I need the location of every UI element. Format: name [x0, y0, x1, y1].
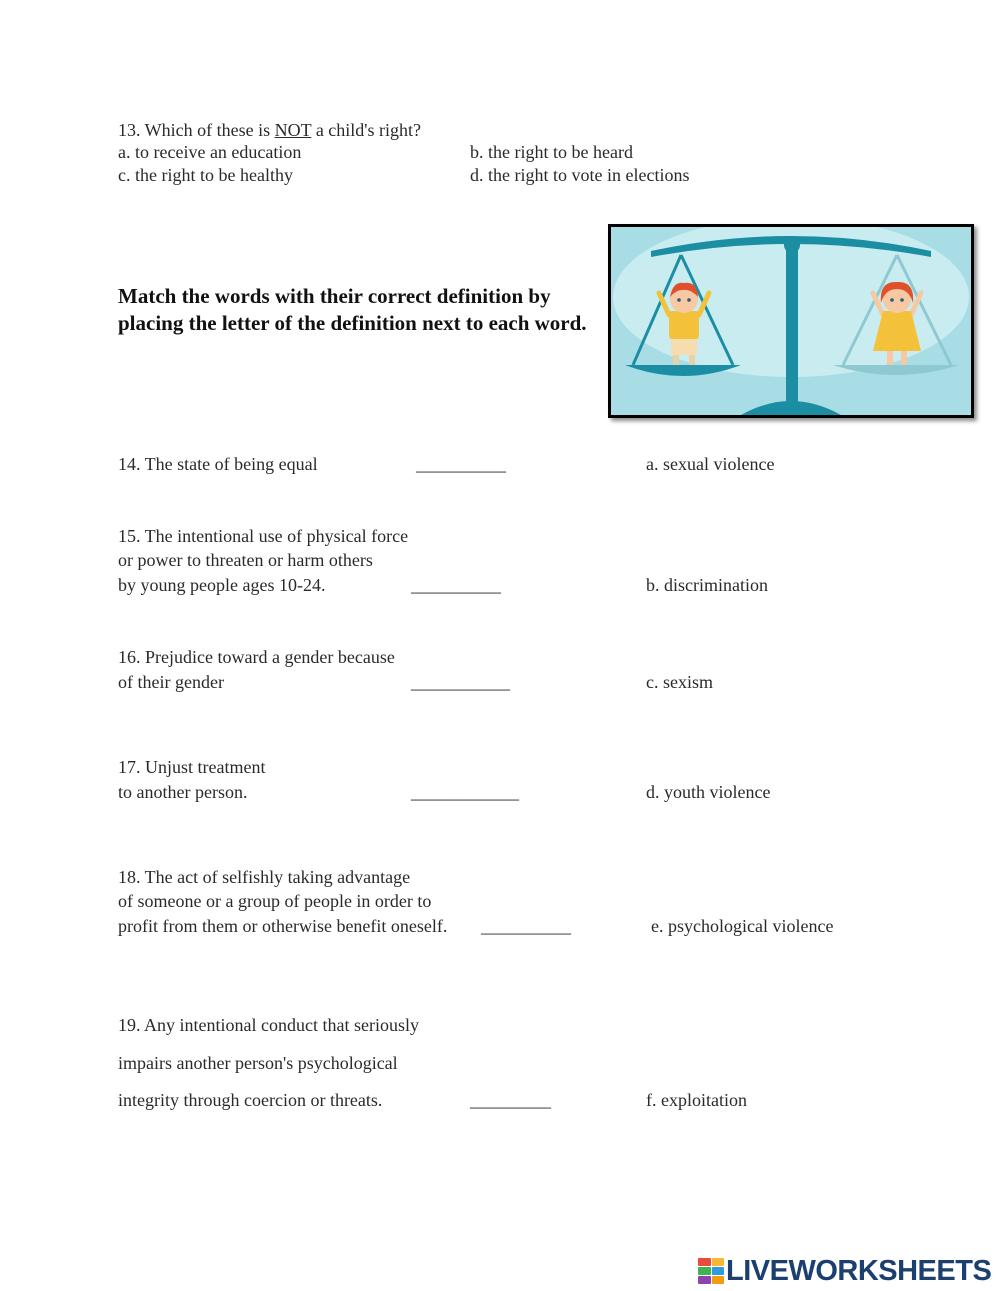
liveworksheets-logo	[698, 1254, 991, 1288]
definition-c: c. sexism	[646, 672, 713, 692]
definition-a: a. sexual violence	[646, 454, 775, 474]
q15-answer-blank[interactable]: __________	[411, 575, 501, 595]
definition-d: d. youth violence	[646, 782, 771, 802]
liveworksheets-logo-icon	[698, 1258, 724, 1284]
q16-answer-blank[interactable]: ___________	[411, 672, 510, 692]
q13-option-a: a. to receive an education	[118, 142, 302, 162]
definition-f: f. exploitation	[646, 1090, 747, 1110]
q13-option-d: d. the right to vote in elections	[470, 165, 690, 185]
q15-text-line-3: by young people ages 10-24.	[118, 575, 326, 595]
q19-text-line-3: integrity through coercion or threats.	[118, 1090, 383, 1110]
matching-instructions: Match the words with their correct definition by placing the letter of the definition next to each word.	[118, 284, 587, 335]
q16-text-line-2: of their gender	[118, 672, 224, 692]
q13-prefix: 13. Which of these is	[118, 120, 275, 140]
q13-suffix: a child's right?	[311, 120, 422, 140]
q18-text-line-1: 18. The act of selfishly taking advantage	[118, 867, 411, 887]
q18-text-line-2: of someone or a group of people in order to	[118, 891, 432, 911]
q15-text-line-2: or power to threaten or harm others	[118, 550, 373, 570]
q18-answer-blank[interactable]: __________	[481, 916, 571, 936]
q17-answer-blank[interactable]: ____________	[411, 782, 519, 802]
q15-text-line-1: 15. The intentional use of physical force	[118, 526, 409, 546]
q19-text-line-2: impairs another person's psychological	[118, 1053, 398, 1073]
definition-b: b. discrimination	[646, 575, 768, 595]
definition-e: e. psychological violence	[651, 916, 834, 936]
q14-text-line-1: 14. The state of being equal	[118, 454, 318, 474]
balance-scale-children-icon	[608, 224, 974, 418]
q13-option-b: b. the right to be heard	[470, 142, 633, 162]
q14-answer-blank[interactable]: __________	[416, 454, 506, 474]
q17-text-line-1: 17. Unjust treatment	[118, 757, 266, 777]
q13-emphasis: NOT	[274, 120, 312, 140]
q13-question	[118, 118, 421, 142]
q17-text-line-2: to another person.	[118, 782, 248, 802]
q16-text-line-1: 16. Prejudice toward a gender because	[118, 647, 395, 667]
logo-text: LIVEWORKSHEETS	[726, 1254, 992, 1287]
q18-text-line-3: profit from them or otherwise benefit oneself.	[118, 916, 448, 936]
q19-text-line-1: 19. Any intentional conduct that seriously	[118, 1015, 419, 1035]
q13-option-c: c. the right to be healthy	[118, 165, 293, 185]
q19-answer-blank[interactable]: _________	[470, 1090, 551, 1110]
